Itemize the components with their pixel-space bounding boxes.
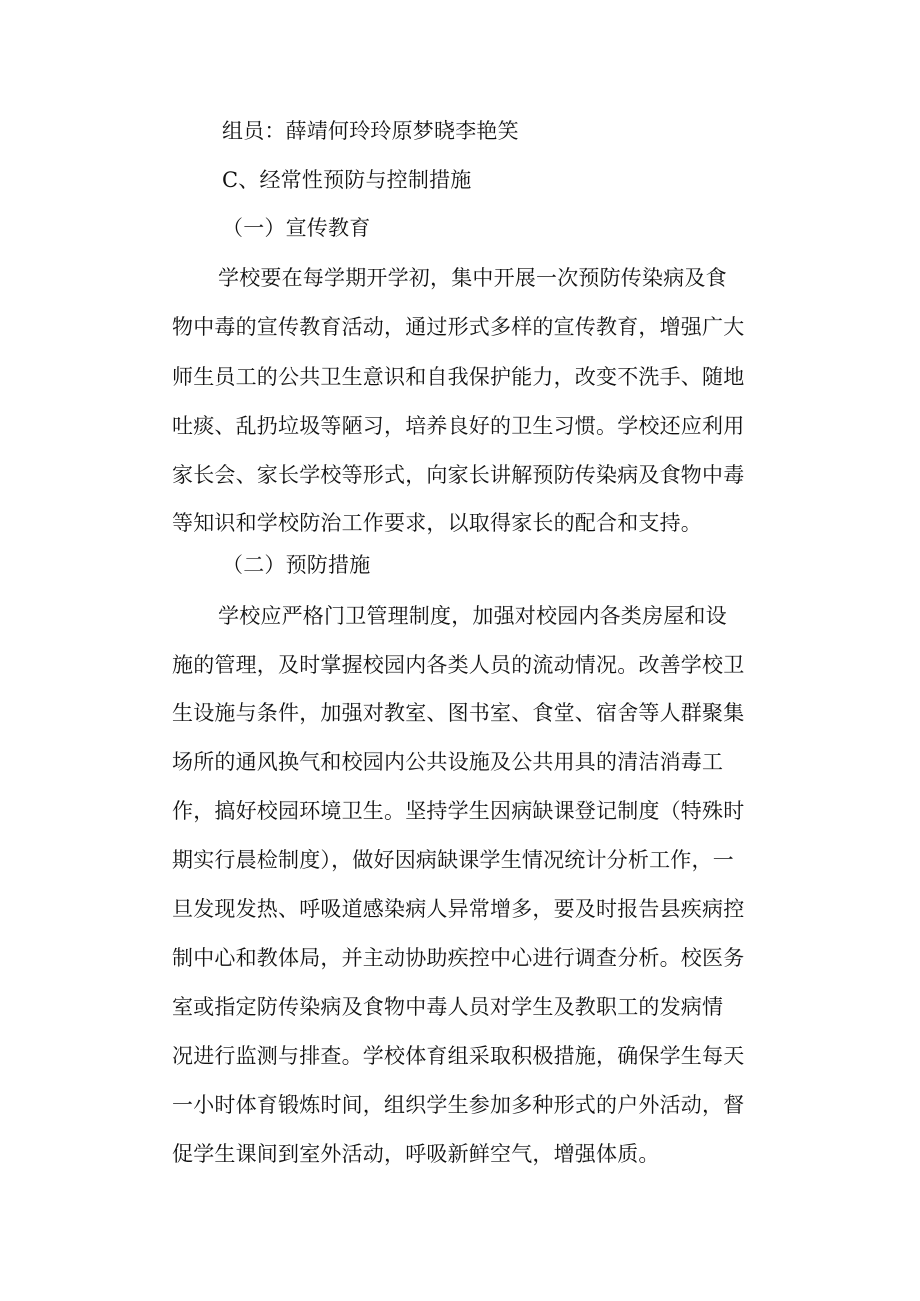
paragraph-line: 制中心和教体局，并主动协助疾控中心进行调查分析。校医务: [172, 946, 745, 970]
paragraph-line: 室或指定防传染病及食物中毒人员对学生及教职工的发病情: [172, 995, 724, 1019]
members-line: 组员：薛靖何玲玲原梦晓李艳笑: [222, 119, 519, 143]
paragraph-line: 施的管理，及时掌握校园内各类人员的流动情况。改善学校卫: [172, 653, 745, 677]
paragraph-line: 场所的通风换气和校园内公共设施及公共用具的清洁消毒工: [172, 750, 724, 774]
paragraph-line: 学校要在每学期开学初，集中开展一次预防传染病及食: [218, 266, 727, 290]
paragraph-line: 家长会、家长学校等形式，向家长讲解预防传染病及食物中毒: [172, 463, 745, 487]
paragraph-line: 等知识和学校防治工作要求，以取得家长的配合和支持。: [172, 511, 702, 535]
paragraph-line: 期实行晨检制度），做好因病缺课学生情况统计分析工作，一: [172, 848, 734, 872]
paragraph-line: 旦发现发热、呼吸道感染病人异常增多，要及时报告县疾病控: [172, 897, 745, 921]
paragraph-line: 吐痰、乱扔垃圾等陋习，培养良好的卫生习惯。学校还应利用: [172, 414, 745, 438]
subheading-prevention: （二）预防措施: [222, 553, 371, 577]
paragraph-line: 物中毒的宣传教育活动，通过形式多样的宣传教育，增强广大: [172, 315, 745, 339]
paragraph-line: 况进行监测与排查。学校体育组采取积极措施，确保学生每天: [172, 1044, 745, 1068]
paragraph-line: 生设施与条件，加强对教室、图书室、食堂、宿舍等人群聚集: [172, 701, 745, 725]
section-heading-c: C、经常性预防与控制措施: [222, 168, 472, 192]
paragraph-line: 促学生课间到室外活动，呼吸新鲜空气，增强体质。: [172, 1142, 660, 1166]
paragraph-line: 学校应严格门卫管理制度，加强对校园内各类房屋和设: [218, 604, 727, 628]
paragraph-line: 作，搞好校园环境卫生。坚持学生因病缺课登记制度（特殊时: [172, 799, 745, 823]
subheading-publicity: （一）宣传教育: [222, 216, 371, 240]
paragraph-line: 师生员工的公共卫生意识和自我保护能力，改变不洗手、随地: [172, 365, 745, 389]
paragraph-line: 一小时体育锻炼时间，组织学生参加多种形式的户外活动，督: [172, 1093, 745, 1117]
